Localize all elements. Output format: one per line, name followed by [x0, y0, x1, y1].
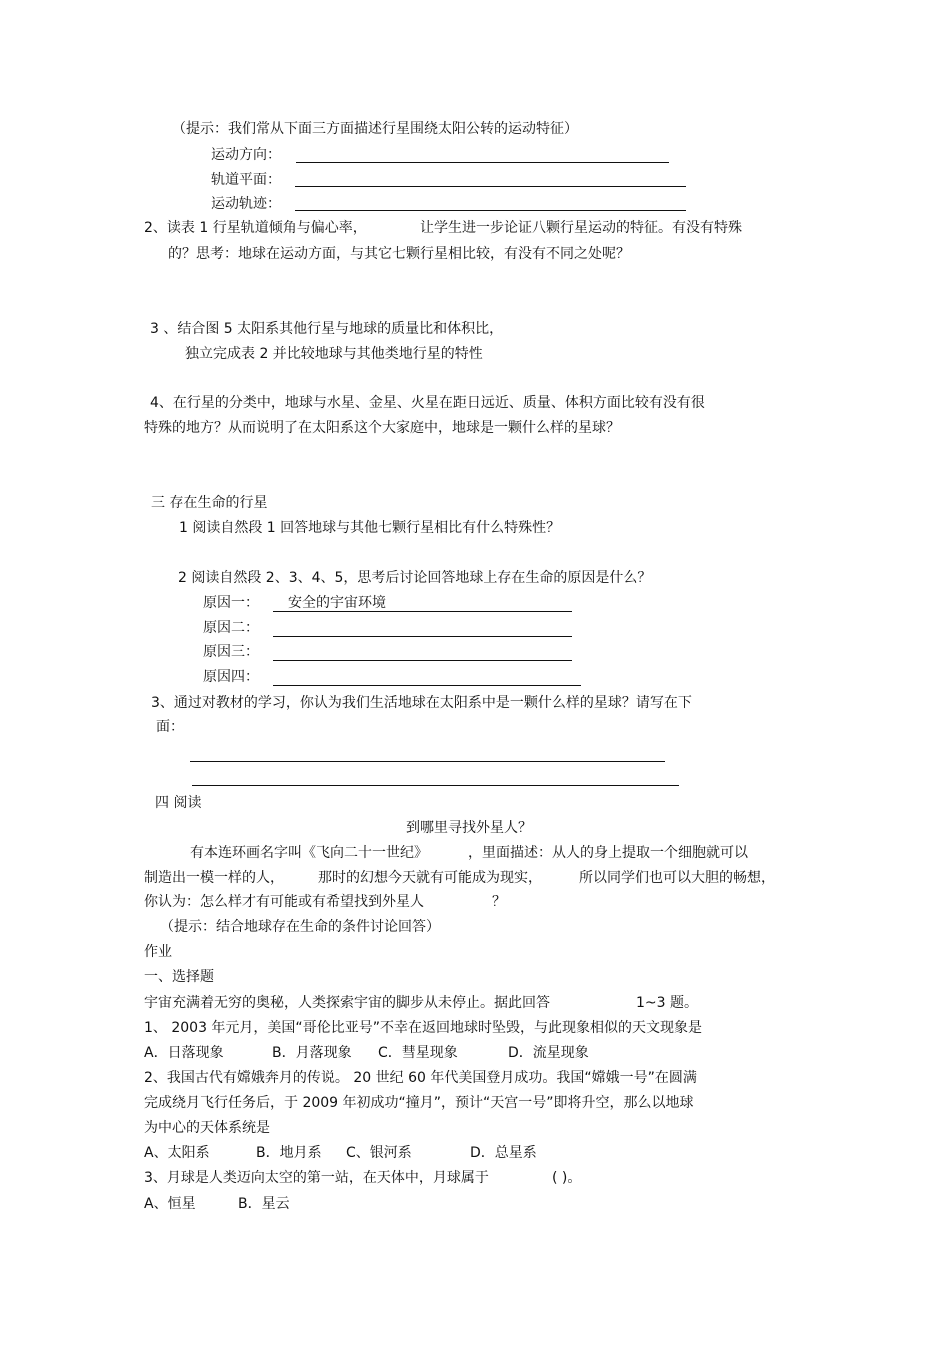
q1-option-b[interactable]: B．月落现象: [272, 1045, 352, 1061]
reading-paragraph-2c: 所以同学们也可以大胆的畅想，: [579, 870, 775, 886]
section-3-question-3-line-1: 3、通过对教材的学习，你认为我们生活地球在太阳系中是一颗什么样的星球？请写在下: [151, 695, 692, 711]
direction-answer-line[interactable]: [296, 162, 669, 163]
homework-title: 作业: [144, 944, 172, 960]
reading-hint: （提示：结合地球存在生命的条件讨论回答）: [160, 919, 440, 935]
question-3-line-2: 独立完成表 2 并比较地球与其他类地行星的特性: [185, 346, 483, 362]
q1-option-a[interactable]: A．日落现象: [144, 1045, 224, 1061]
question-3-line-1: 3 、结合图 5 太阳系其他行星与地球的质量比和体积比，: [150, 321, 504, 337]
plane-label: 轨道平面：: [211, 172, 281, 188]
reading-paragraph-2a: 制造出一模一样的人，: [144, 870, 284, 886]
answer-line-1[interactable]: [190, 761, 665, 762]
homework-question-3-b[interactable]: ( )。: [552, 1170, 582, 1186]
reason-1-label: 原因一：: [203, 595, 259, 611]
homework-question-2-line-2: 完成绕月飞行任务后，于 2009 年初成功“撞月”，预计“天宫一号”即将升空，那么以地球: [144, 1095, 694, 1111]
q2-option-c[interactable]: C、银河系: [346, 1145, 412, 1161]
reading-paragraph-3b: ？: [492, 894, 506, 910]
section-3-question-3-line-2: 面：: [156, 719, 184, 735]
plane-answer-line[interactable]: [295, 186, 686, 187]
trajectory-answer-line[interactable]: [295, 210, 686, 211]
homework-question-2-line-3: 为中心的天体系统是: [144, 1120, 270, 1136]
reason-3-line[interactable]: [273, 660, 572, 661]
section-3-question-2: 2 阅读自然段 2、3、4、5，思考后讨论回答地球上存在生命的原因是什么？: [178, 570, 652, 586]
direction-label: 运动方向：: [211, 147, 281, 163]
reading-paragraph-3a: 你认为：怎么样才有可能或有希望找到外星人: [144, 894, 424, 910]
reason-3-label: 原因三：: [203, 644, 259, 660]
reason-2-line[interactable]: [273, 636, 572, 637]
question-4-line-1: 4、在行星的分类中，地球与水星、金星、火星在距日远近、质量、体积方面比较有没有很: [150, 395, 705, 411]
hint-text: （提示：我们常从下面三方面描述行星围绕太阳公转的运动特征）: [172, 121, 578, 137]
q1-option-d[interactable]: D．流星现象: [508, 1045, 589, 1061]
question-2-line-1a: 2、读表 1 行星轨道倾角与偏心率，: [144, 220, 367, 236]
q2-option-d[interactable]: D．总星系: [470, 1145, 537, 1161]
homework-question-1: 1、 2003 年元月，美国“哥伦比亚号”不幸在返回地球时坠毁，与此现象相似的天文现象是: [144, 1020, 702, 1036]
homework-intro-a: 宇宙充满着无穷的奥秘，人类探索宇宙的脚步从未停止。据此回答: [144, 995, 550, 1011]
section-4-title: 四 阅读: [155, 795, 202, 811]
q3-option-b[interactable]: B．星云: [238, 1196, 290, 1212]
reason-1-line: [273, 611, 572, 612]
reading-title: 到哪里寻找外星人？: [406, 820, 532, 836]
answer-line-2[interactable]: [192, 785, 679, 786]
reason-1-answer[interactable]: 安全的宇宙环境: [288, 595, 386, 611]
q1-option-c[interactable]: C．彗星现象: [378, 1045, 458, 1061]
trajectory-label: 运动轨迹：: [211, 196, 281, 212]
homework-question-3-a: 3、月球是人类迈向太空的第一站，在天体中，月球属于: [144, 1170, 489, 1186]
reading-paragraph-1a: 有本连环画名字叫《飞向二十一世纪》: [190, 845, 428, 861]
section-3-question-1: 1 阅读自然段 1 回答地球与其他七颗行星相比有什么特殊性？: [179, 520, 561, 536]
homework-question-2-line-1: 2、我国古代有嫦娥奔月的传说。 20 世纪 60 年代美国登月成功。我国“嫦娥一号”在圆满: [144, 1070, 697, 1086]
reason-4-line[interactable]: [273, 685, 581, 686]
reason-4-label: 原因四：: [203, 669, 259, 685]
q2-option-b[interactable]: B．地月系: [256, 1145, 322, 1161]
question-2-line-1b: 让学生进一步论证八颗行星运动的特征。有没有特殊: [420, 220, 742, 236]
question-4-line-2: 特殊的地方？从而说明了在太阳系这个大家庭中，地球是一颗什么样的星球？: [144, 420, 620, 436]
q3-option-a[interactable]: A、恒星: [144, 1196, 196, 1212]
section-3-title: 三 存在生命的行星: [151, 495, 268, 511]
question-2-line-2: 的？思考：地球在运动方面，与其它七颗行星相比较，有没有不同之处呢？: [168, 246, 630, 262]
multiple-choice-title: 一、选择题: [144, 969, 214, 985]
reading-paragraph-1b: ，里面描述：从人的身上提取一个细胞就可以: [468, 845, 748, 861]
reading-paragraph-2b: 那时的幻想今天就有可能成为现实，: [318, 870, 542, 886]
homework-intro-b: 1~3 题。: [636, 995, 698, 1011]
q2-option-a[interactable]: A、太阳系: [144, 1145, 210, 1161]
reason-2-label: 原因二：: [203, 620, 259, 636]
